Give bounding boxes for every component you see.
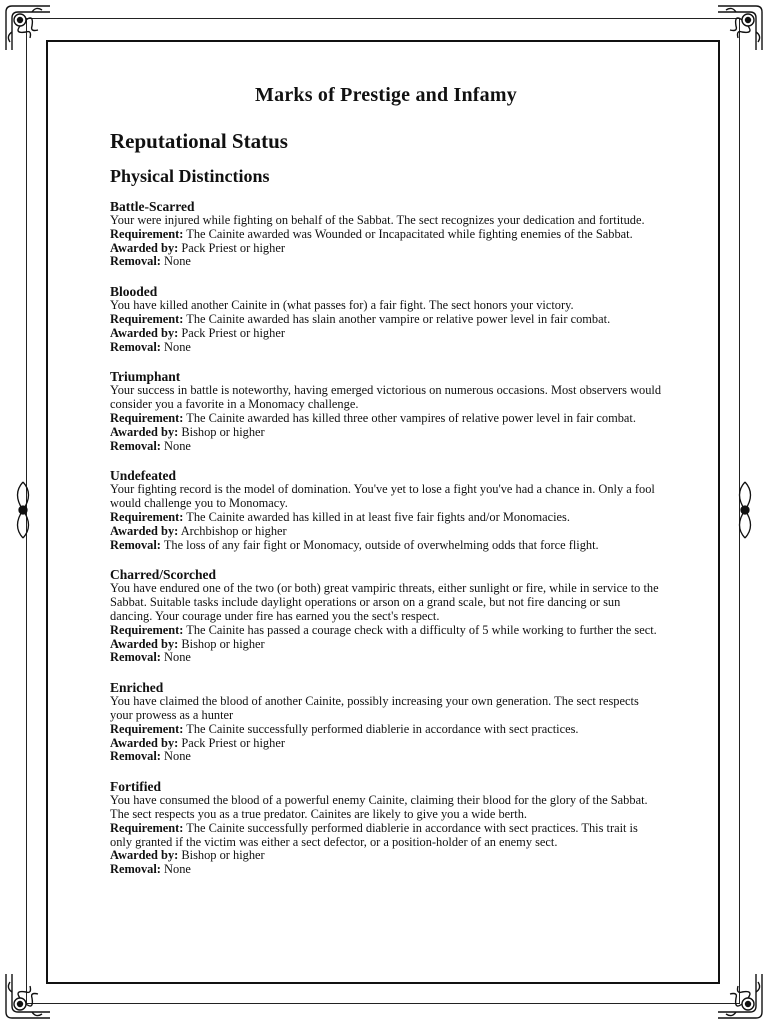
document-body [110, 84, 662, 892]
removal-value: None [164, 749, 191, 764]
requirement-label: Requirement: [110, 721, 184, 736]
removal-label: Removal: [110, 438, 161, 453]
entry-requirement [110, 412, 662, 426]
section-heading: Reputational Status [110, 129, 288, 153]
removal-value: None [164, 862, 191, 877]
removal-value: None [164, 650, 191, 665]
entry-removal [110, 255, 662, 269]
awarded-by-value: Bishop or higher [181, 848, 265, 863]
requirement-value: The Cainite successfully performed diablerie in accordance with sect practices. This trait is only granted if the victim was either a sect defector, or a position-holder of an enemy sect. [110, 820, 638, 849]
entry-awarded-by [110, 242, 662, 256]
requirement-value: The Cainite awarded has slain another vampire or relative power level in fair combat. [186, 311, 611, 326]
entry-title: Battle-Scarred [110, 199, 195, 214]
awarded-by-value: Bishop or higher [181, 636, 265, 651]
corner-ornament-icon [2, 2, 54, 54]
entry-title: Enriched [110, 680, 164, 696]
awarded-by-label: Awarded by: [110, 523, 179, 538]
removal-label: Removal: [110, 537, 161, 552]
entry-title: Blooded [110, 284, 158, 300]
entry-description: You have killed another Cainite in (what passes for) a fair fight. The sect honors your victory. [110, 298, 574, 313]
requirement-value: The Cainite has passed a courage check with a difficulty of 5 while working to further the sect. [186, 622, 657, 637]
awarded-by-label: Awarded by: [110, 240, 179, 255]
removal-label: Removal: [110, 862, 161, 877]
requirement-value: The Cainite awarded has killed three other vampires of relative power level in fair combat. [186, 410, 636, 425]
removal-label: Removal: [110, 254, 161, 269]
awarded-by-value: Archbishop or higher [180, 523, 287, 538]
entry-requirement [110, 313, 662, 327]
entry-description: You have consumed the blood of a powerful enemy Cainite, claiming their blood for the glory of the Sabbat. The sect respects you as a true predator. Cainites are likely to give you a wide berth. [110, 793, 648, 821]
requirement-label: Requirement: [110, 226, 184, 241]
entry [110, 567, 662, 665]
corner-ornament-icon [714, 2, 766, 54]
entry-awarded-by [110, 525, 662, 539]
entry-removal [110, 750, 662, 764]
entry-removal [110, 539, 662, 553]
removal-value: The loss of any fair fight or Monomacy, outside of overwhelming odds that force flight. [163, 537, 599, 552]
awarded-by-label: Awarded by: [110, 848, 179, 863]
requirement-label: Requirement: [110, 622, 184, 637]
awarded-by-value: Pack Priest or higher [181, 735, 285, 750]
entry [110, 680, 662, 764]
requirement-value: The Cainite successfully performed diablerie in accordance with sect practices. [186, 721, 579, 736]
entry-awarded-by [110, 426, 662, 440]
awarded-by-label: Awarded by: [110, 735, 179, 750]
entry [110, 369, 662, 453]
entry-removal [110, 341, 662, 355]
entry-requirement [110, 511, 662, 525]
entry-awarded-by [110, 849, 662, 863]
side-ornament-icon [730, 480, 760, 540]
entry-awarded-by [110, 327, 662, 341]
entry-title: Undefeated [110, 468, 176, 484]
entry-description: Your were injured while fighting on behalf of the Sabbat. The sect recognizes your dedication and fortitude. [110, 213, 645, 227]
entry-requirement [110, 822, 662, 850]
requirement-value: The Cainite awarded has killed in at least five fair fights and/or Monomacies. [186, 509, 570, 524]
corner-ornament-icon [714, 970, 766, 1022]
awarded-by-label: Awarded by: [110, 636, 179, 651]
entry [110, 468, 662, 552]
entry-description: You have claimed the blood of another Cainite, possibly increasing your own generation. The sect respects your prowess as a hunter [110, 694, 639, 722]
removal-label: Removal: [110, 650, 161, 665]
awarded-by-value: Pack Priest or higher [181, 240, 285, 255]
awarded-by-value: Pack Priest or higher [181, 325, 285, 340]
entry [110, 779, 662, 877]
requirement-value: The Cainite awarded was Wounded or Incapacitated while fighting enemies of the Sabbat. [186, 226, 633, 241]
removal-label: Removal: [110, 749, 161, 764]
awarded-by-label: Awarded by: [110, 424, 179, 439]
removal-value: None [164, 438, 191, 453]
entry-requirement [110, 624, 662, 638]
requirement-label: Requirement: [110, 509, 184, 524]
side-ornament-icon [8, 480, 38, 540]
removal-value: None [164, 254, 191, 269]
requirement-label: Requirement: [110, 410, 184, 425]
entry-title: Triumphant [110, 369, 181, 385]
entry-description: Your fighting record is the model of domination. You've yet to lose a fight you've had a chance in. Only a fool would challenge you to Monomacy. [110, 482, 655, 511]
awarded-by-value: Bishop or higher [181, 424, 265, 439]
entry-requirement [110, 228, 662, 242]
removal-label: Removal: [110, 339, 161, 354]
entry-removal [110, 863, 662, 877]
entry-title: Fortified [110, 779, 161, 795]
entry-title: Charred/Scorched [110, 567, 216, 583]
entry-awarded-by [110, 638, 662, 652]
removal-value: None [164, 339, 191, 354]
subsection-heading: Physical Distinctions [110, 166, 270, 186]
corner-ornament-icon [2, 970, 54, 1022]
requirement-label: Requirement: [110, 820, 184, 835]
entry-list [110, 199, 662, 877]
entry-description: You have endured one of the two (or both) great vampiric threats, either sunlight or fire, while in service to the Sabbat. Suitable tasks include daylight operations or arson on a grand scale, but not fire dancing or sun dancing. Your courage under fire has earned you the sect's respect. [110, 581, 659, 623]
entry-removal [110, 651, 662, 665]
entry-requirement [110, 723, 662, 737]
entry [110, 199, 662, 269]
entry [110, 284, 662, 354]
entry-description: Your success in battle is noteworthy, having emerged victorious on numerous occasions. Most observers would consider you a favorite in a Monomacy challenge. [110, 383, 662, 412]
requirement-label: Requirement: [110, 311, 184, 326]
entry-removal [110, 440, 662, 454]
document-title: Marks of Prestige and Infamy [255, 84, 517, 106]
awarded-by-label: Awarded by: [110, 325, 179, 340]
entry-awarded-by [110, 737, 662, 751]
